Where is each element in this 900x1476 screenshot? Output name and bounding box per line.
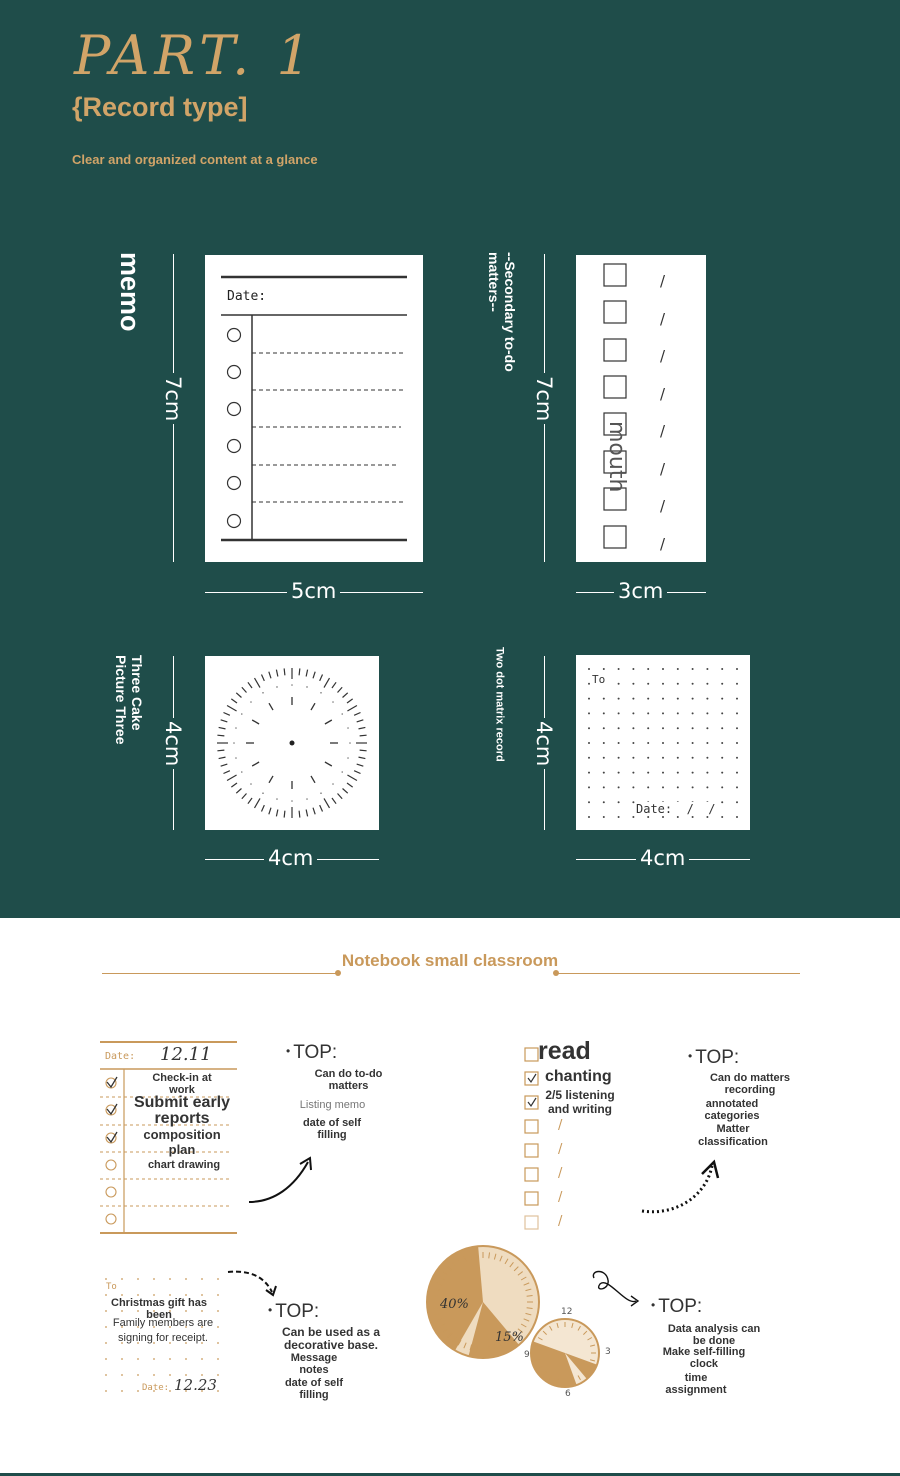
dot-date-label: Date: / / — [636, 802, 716, 816]
title-rule-left-dot — [335, 970, 341, 976]
subtitle: Clear and organized content at a glance — [72, 152, 318, 167]
dot-demo-note-1: Can be used as a decorative base. — [281, 1325, 381, 1352]
pie-demo-tick-6: 6 — [565, 1389, 571, 1399]
dot-height-label: 4cm — [532, 718, 556, 769]
pie-demo-tick-3: 3 — [605, 1347, 611, 1357]
todo-demo-slashes: / / / / / — [558, 1118, 563, 1229]
memo-height-label: 7cm — [161, 373, 185, 424]
cake-width-label: 4cm — [264, 848, 317, 869]
memo-demo-item-3: composition plan — [143, 1127, 221, 1157]
memo-label: memo — [115, 252, 146, 332]
todo-width-label: 3cm — [614, 581, 667, 602]
title-rule-right — [556, 973, 800, 974]
cake-height-label: 4cm — [161, 718, 185, 769]
cake-label: Three Cake Picture Three — [113, 655, 146, 745]
todo-demo-note-1: Can do matters recording — [709, 1072, 791, 1096]
todo-stamp-card — [576, 255, 706, 562]
todo-demo-note-3: Matter classification — [698, 1123, 768, 1148]
memo-demo-date-label: Date: — [105, 1051, 136, 1062]
pie-demo-note-3: time assignment — [665, 1372, 727, 1396]
memo-date-label: Date: — [227, 289, 267, 304]
section-title: Notebook small classroom — [341, 951, 559, 970]
dot-demo-date-label: Date: — [142, 1383, 170, 1393]
memo-demo-item-4: chart drawing — [147, 1159, 221, 1171]
memo-demo-note-1: Can do to-do matters — [314, 1068, 383, 1092]
dot-demo-to-label: To — [106, 1282, 117, 1292]
dot-demo-top-label: • TOP: — [268, 1301, 319, 1323]
dot-demo-card — [102, 1274, 224, 1398]
pie-demo-tick-12: 12 — [561, 1307, 573, 1317]
todo-stamp-art — [576, 255, 706, 562]
todo-demo-top-label: • TOP: — [688, 1047, 739, 1069]
pie-demo-slice-2: 15% — [495, 1330, 524, 1345]
dot-demo-date-value: 12.23 — [174, 1376, 217, 1394]
memo-demo-top-label: • TOP: — [286, 1042, 337, 1064]
dot-stamp-card — [576, 655, 750, 830]
memo-stamp-card — [205, 255, 423, 562]
pie-demo-art — [420, 1240, 620, 1405]
todo-demo-note-2: annotated categories — [704, 1098, 760, 1122]
title-rule-left — [102, 973, 338, 974]
dot-label: Two dot matrix record — [493, 647, 506, 762]
pie-demo-tick-9: 9 — [524, 1350, 530, 1360]
dot-to-label: To — [592, 673, 606, 686]
memo-demo-date-value: 12.11 — [160, 1044, 212, 1065]
todo-height-label: 7cm — [532, 373, 556, 424]
todo-demo-item-2: chanting — [545, 1068, 612, 1085]
memo-demo-note-2: Listing memo — [299, 1099, 366, 1111]
part-title: PART. 1 — [74, 24, 316, 87]
dot-width-label: 4cm — [636, 848, 689, 869]
todo-slashes: / / / / / / / / — [660, 272, 666, 553]
pie-demo-note-2: Make self-filling clock — [662, 1346, 746, 1370]
curved-arrow-2-icon — [224, 1266, 284, 1300]
memo-width-label: 5cm — [287, 581, 340, 602]
memo-demo-note-3: date of self filling — [302, 1117, 362, 1141]
pie-demo-note-1: Data analysis can be done — [667, 1323, 761, 1347]
todo-demo-item-3: 2/5 listening and writing — [545, 1088, 615, 1116]
dotted-arrow-icon — [636, 1156, 726, 1220]
memo-demo-card — [100, 1041, 237, 1235]
curved-arrow-1-icon — [244, 1152, 324, 1212]
todo-label: --Secondary to-do matters-- — [486, 252, 519, 372]
todo-demo-item-1: read — [538, 1037, 591, 1065]
dot-demo-line-1: Christmas gift has been — [111, 1297, 207, 1321]
clock-dial-art — [205, 656, 379, 830]
dot-demo-note-2: Message notes — [290, 1352, 338, 1376]
pie-demo-slice-1: 40% — [440, 1297, 469, 1312]
record-type-heading: {Record type] — [72, 92, 248, 122]
memo-demo-item-1: Check-in at work — [152, 1072, 212, 1096]
dot-demo-line-2: Family members are signing for receipt. — [112, 1317, 214, 1344]
dot-demo-note-3: date of self filling — [284, 1377, 344, 1401]
loop-arrow-icon — [586, 1268, 646, 1312]
pie-demo-top-label: • TOP: — [651, 1296, 702, 1318]
memo-demo-item-2: Submit early reports — [133, 1094, 231, 1127]
todo-stamp-text: mouth — [604, 421, 629, 493]
cake-stamp-card — [205, 656, 379, 830]
